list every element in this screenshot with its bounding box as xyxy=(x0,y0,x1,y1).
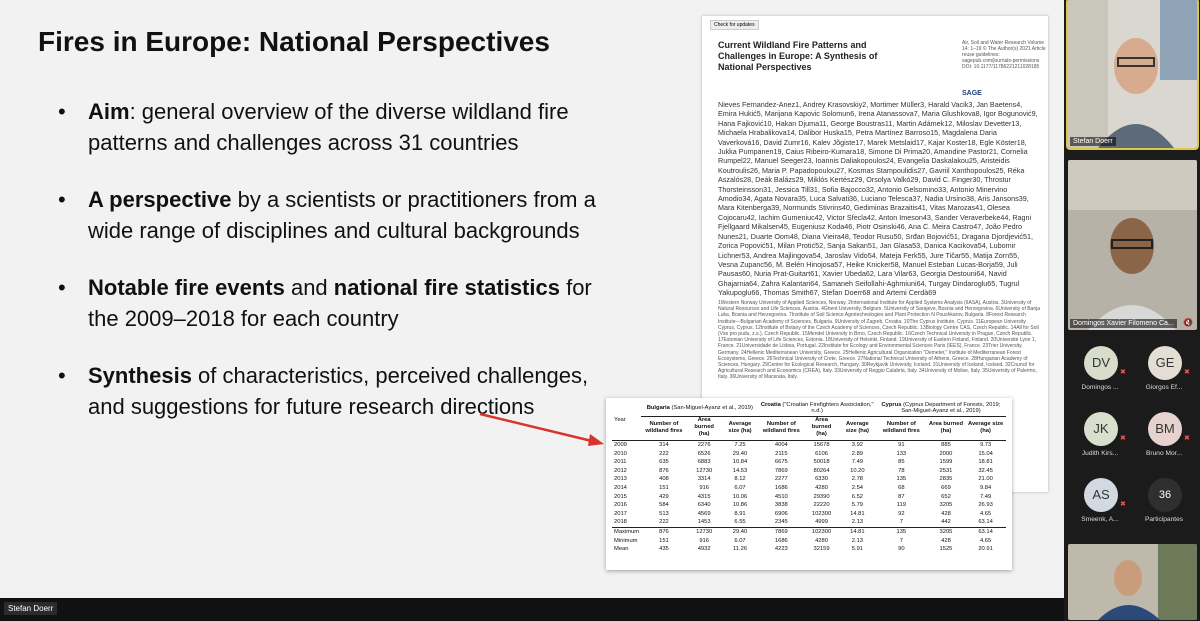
table-cell: 652 xyxy=(941,493,951,500)
table-cell: Minimum xyxy=(614,537,638,544)
table-cell: 68 xyxy=(898,484,905,491)
video-tile-participant[interactable] xyxy=(1068,160,1197,330)
bullet-fire-events-text: for the 2009–2018 for each country xyxy=(88,275,592,331)
table-cell: 135 xyxy=(876,527,927,536)
table-cell: 428 xyxy=(941,537,951,544)
country-bulgaria: Bulgaria (San-Miguel-Ayanz et al., 2019) xyxy=(641,402,758,417)
table-cell: Mean xyxy=(614,546,629,553)
fire-statistics-table-card xyxy=(606,398,1012,570)
participant-name: Domingos ... xyxy=(1081,384,1119,391)
table-cell: 6.52 xyxy=(851,493,864,500)
table-cell: 1599 xyxy=(939,459,953,466)
table-cell: 2000 xyxy=(939,450,953,457)
country-cyprus: Cyprus (Cyprus Department of Forests, 2019; San-Miguel-Ayanz et al., 2019) xyxy=(876,402,1006,417)
table-cell: 78 xyxy=(898,467,905,474)
table-cell: 29.40 xyxy=(732,450,748,457)
table-row xyxy=(612,441,1006,450)
table-row xyxy=(612,475,1006,484)
table-row xyxy=(612,545,1006,554)
table-cell: 32159 xyxy=(813,546,830,553)
table-cell: 15678 xyxy=(813,442,830,448)
table-cell: 876 xyxy=(641,527,687,536)
table-cell: 2531 xyxy=(939,467,953,474)
table-cell: 119 xyxy=(896,502,906,509)
self-view-video-image xyxy=(1068,544,1197,620)
table-subheader-row xyxy=(612,417,1006,441)
table-cell: 151 xyxy=(659,537,669,544)
table-cell: 442 xyxy=(941,519,951,526)
table-cell: 63.14 xyxy=(965,527,1006,536)
table-cell: 429 xyxy=(659,493,669,500)
table-cell: 133 xyxy=(896,450,907,457)
bottom-bar xyxy=(0,598,1064,621)
table-cell: 3205 xyxy=(927,527,965,536)
table-cell: 14.53 xyxy=(732,467,748,474)
column-header: Area burned (ha) xyxy=(927,417,965,441)
table-cell: 2.89 xyxy=(851,450,864,457)
table-cell: 90 xyxy=(898,546,905,553)
bullet-aim-text: : general overview of the diverse wildland fire patterns and challenges across 31 countries xyxy=(88,99,569,155)
table-cell: 12730 xyxy=(687,527,722,536)
paper-affiliations: 1Western Norway University of Applied Sciences, Norway. 2International Institute for Applied Systems Analysis (IIASA), Austria. 3University of Natural Resources and Life Sciences, Austria. 4Ghent University, Belgium. 5University of Sarajevo, Bosnia and Herzegovina. 6University of Banja Luka, Bosnia and Herzegovina. 7Institute of Soil Science Agrotechnologies and Plant Protection N Poushkarov, Bulgaria. 8Forest Research Institute—Bulgarian Academy of Sciences, Bulgaria. 9University of Zagreb, Croatia. 10The Cyprus Institute, Cyprus. 11European University Cyprus, Cyprus. 12Institute of Botany of the Czech Academy of Sciences, Czech Republic. 13Biology Centre CAS, Czech Republic. 14All for Soil (Vse pro pudu, z.s.), Czech Republic. 15Mendel University in Brno, Czech Republic. 16Czech Technical University in Prague, Czech Republic. 17Estonian University of Life Sciences, Estonia. 18University of Helsinki, Finland. 19University of Eastern Finland, Finland. 20Université Lyon 1, France. 21Universidade de Lisboa, Portugal. 22Institute for Ecology and Environmental Sciences Paris (IEES), France. 23Trier University, Germany. 24Hellenic Mediterranean University, Greece. 25Hellenic Agricultural Organization "Demeter," Institute of Mediterranean Forest Ecosystems, Greece. 26Technical University of Crete, Greece. 27National Technical University of Athens, Greece. 28Hungarian Academy of Sciences, Hungary. 29Centre for Ecological Research, Hungary. 30Reykjavik University, Iceland. 31University of Iceland, Iceland. 32Council for Agricultural Research and Economics (CREA), Italy. 33University of Reggio Calabria, Italy. 34University of Molise, Italy. 35University of Palermo, Italy. 36University of Macerata, Italy. xyxy=(718,300,1041,381)
table-cell: 4.65 xyxy=(979,510,992,517)
column-header: Number of wildland fires xyxy=(876,417,927,441)
mic-muted-icon: ✖ xyxy=(1120,369,1126,376)
sage-logo: SAGE xyxy=(962,90,982,97)
table-cell: 63.14 xyxy=(978,519,993,526)
avatar: BM xyxy=(1148,412,1182,446)
avatar: AS xyxy=(1084,478,1118,512)
table-cell: 3314 xyxy=(697,476,711,483)
table-cell: 29390 xyxy=(813,493,830,500)
mic-muted-icon: 🔇 xyxy=(1183,318,1193,327)
table-cell: 26.93 xyxy=(978,502,993,509)
table-cell: 135 xyxy=(896,476,907,483)
table-cell: 7 xyxy=(899,519,903,526)
table-cell: 2.54 xyxy=(851,484,864,491)
table-cell: 29.40 xyxy=(722,527,759,536)
table-cell: 7869 xyxy=(759,527,805,536)
participant-avatar[interactable] xyxy=(1068,406,1132,470)
participants-count-button[interactable] xyxy=(1132,472,1196,536)
bullet-synthesis-text: of characteristics, perceived challenges, and suggestions for future research directions xyxy=(88,363,589,419)
table-cell: 4932 xyxy=(697,546,711,553)
table-row xyxy=(612,493,1006,502)
table-cell: 5.79 xyxy=(851,502,864,509)
table-cell: 2016 xyxy=(614,502,627,509)
participant-name: Giorgos Ef... xyxy=(1145,384,1183,391)
table-cell: 314 xyxy=(659,442,669,448)
table-cell: 2.78 xyxy=(851,476,864,483)
table-cell: 6906 xyxy=(774,510,788,517)
table-cell: 4315 xyxy=(697,493,711,500)
participant-avatar[interactable] xyxy=(1068,472,1132,536)
speaker-video-image xyxy=(1068,0,1197,148)
bullet-aim xyxy=(58,96,598,158)
table-cell: 2014 xyxy=(614,484,627,491)
table-cell: 21.00 xyxy=(978,476,993,483)
column-header: Number of wildland fires xyxy=(759,417,805,441)
bullet-fire-events-bold2: national fire statistics xyxy=(333,275,560,300)
column-header: Area burned (ha) xyxy=(687,417,722,441)
paper-meta: Air, Soil and Water Research Volume 14: 1–19 © The Author(s) 2021 Article reuse guidelines: sagepub.com/journals-permissions DOI: 10.1177/11786221211028185 xyxy=(962,40,1046,70)
table-cell: 2018 xyxy=(614,519,627,526)
table-cell: 50018 xyxy=(813,459,830,466)
table-cell: 11.26 xyxy=(732,546,748,553)
table-cell: 10.06 xyxy=(732,493,748,500)
table-cell: 408 xyxy=(659,476,669,483)
table-cell: 10.86 xyxy=(732,502,748,509)
table-cell: 7869 xyxy=(774,467,788,474)
paper-authors: Nieves Fernandez-Anez1, Andrey Krasovskiy2, Mortimer Müller3, Harald Vacik3, Jan Baetens4, Emira Hukić5, Marijana Kapovic Solomun6, Irena Atanassova7, Maria Glushkova8, Igor Bogunović9, Hana Fajković10, Hakan Djuma11, George Boustras11, Martin Adámek12, Miloslav Devetter13, Michaela Hrabalikova14, Dalibor Huska15, Petra Martínez Barroso15, Magdalena Daria Vaverková16, David Zumr16, Kalev Jõgiste17, Marek Metslaid17, Kajar Koster18, Egle Köster18, Jukka Pumpanen19, Caius Ribeiro-Kumara18, Simone Di Prima20, Amandine Pastor21, Cornelia Rumpel22, Manuel Seeger23, Ioannis Daliakopoulos24, Evangelia Daskalakou25, Aristeidis Koutroulis26, Maria P. Papadopoulou27, Kosmas Stampoulidis27, Gavriil Xanthopoulos25, Réka Aszalós28, Deák Balázs29, Miklós Kertész29, Orsolya Valkó29, David C. Finger30, Throstur Thorsteinsson31, Jessica Till31, Sofia Bajocco32, Antonio Gelsomino33, Antonio Minervino Amodio34, Agata Novara35, Luca Salvati36, Luciano Telesca37, Nadia Ursino38, Aris Jansons39, Mara Kitenberga39, Normunds Stivrins40, Gediminas Brazaitis41, Vitas Marozas41, Olesea Cojocaru42, Iachim Gumeniuc42, Victor Sfecla42, Anton Imeson43, Sander Veraverbeke44, Ragni Fjellgaard Mikalsen45, Eugeniusz Koda46, Piotr Osinski46, Ana C. Meira Castro47, João Pedro Nunes21, Duarte Oom48, Diana Vieira48, Teodor Rusu50, Srđan Bojović51, Dragana Djordjević51, Zorica Popović51, Milan Protić52, Sanja Sakan51, Jan Glasa53, Danica Kacikova54, Lubomir Lichner53, Andrea Majlingova54, Jaroslav Vido54, Mateja Ferk55, Jure Tičar55, Matija Zorn55, Vesna Zupanc56, M. Belén Hinojosa57, Heike Knicker58, Manuel Esteban Lucas-Borja59, Juli Pausas60, Nuria Prat-Guitart61, Xavier Ubeda62, Lara Vilar63, Georgia Destouni64, Navid Ghajarnia64, Zahra Kalantari64, Samaneh Seifollahi-Aghmiuni64, Turgay Dindaroglu65, Tugrul Yakupoglu66, Thomas Smith67, Stefan Doerr68 and Artemi Cerdà69 xyxy=(718,100,1038,298)
table-cell: 2115 xyxy=(775,450,788,457)
mic-muted-icon: ✖ xyxy=(1120,501,1126,508)
column-header: Average size (ha) xyxy=(839,417,876,441)
table-row xyxy=(612,467,1006,476)
mic-muted-icon: ✖ xyxy=(1184,435,1190,442)
table-row xyxy=(612,458,1006,467)
bullet-list xyxy=(58,96,598,448)
table-cell: 7 xyxy=(899,537,903,544)
red-arrow-icon xyxy=(478,410,608,450)
table-cell: 2277 xyxy=(774,476,788,483)
table-cell: 669 xyxy=(941,484,951,491)
table-cell: Maximum xyxy=(614,528,640,535)
bullet-perspective-bold: A perspective xyxy=(88,187,232,212)
table-cell: 6.07 xyxy=(734,537,746,544)
table-cell: 102300 xyxy=(804,527,839,536)
table-row xyxy=(612,510,1006,519)
table-cell: 4004 xyxy=(774,442,788,448)
table-cell: 92 xyxy=(898,510,905,517)
table-cell: 1525 xyxy=(939,546,953,553)
table-cell: 6.55 xyxy=(734,519,746,526)
tile-name: Domingos Xavier Filomeno Ca... xyxy=(1070,319,1177,328)
table-cell: 102300 xyxy=(811,510,832,517)
table-cell: 22220 xyxy=(813,502,830,509)
table-cell: 4280 xyxy=(815,484,828,491)
table-cell: 6675 xyxy=(774,459,788,466)
table-cell: 6340 xyxy=(697,502,711,509)
bullet-fire-events-mid: and xyxy=(284,275,334,300)
table-cell: 916 xyxy=(699,484,709,491)
table-cell: 1686 xyxy=(774,484,788,491)
bullet-perspective-text: by a scientists or practitioners from a wide range of disciplines and cultural backgrounds xyxy=(88,187,596,243)
bullet-fire-events-bold: Notable fire events xyxy=(88,275,285,300)
table-cell: 1686 xyxy=(774,537,788,544)
table-cell: 32.45 xyxy=(978,467,993,474)
column-header: Average size (ha) xyxy=(722,417,759,441)
table-cell: 6883 xyxy=(697,459,711,466)
table-cell: 4999 xyxy=(815,519,828,526)
table-cell: 91 xyxy=(898,442,905,448)
table-cell: 584 xyxy=(659,502,669,509)
participant-avatar[interactable] xyxy=(1068,340,1132,404)
table-cell: 513 xyxy=(659,510,669,517)
participant-avatar[interactable] xyxy=(1132,406,1196,470)
table-row xyxy=(612,537,1006,546)
table-cell: 8.12 xyxy=(734,476,746,483)
paper-title: Current Wildland Fire Patterns and Challenges in Europe: A Synthesis of National Perspectives xyxy=(718,40,878,72)
table-body xyxy=(612,441,1006,554)
table-cell: 14.81 xyxy=(839,527,876,536)
table-cell: 2012 xyxy=(614,467,627,474)
table-cell: 87 xyxy=(898,493,905,500)
bullet-fire-events xyxy=(58,272,598,334)
table-cell: 4.65 xyxy=(979,537,992,544)
table-cell: 3.92 xyxy=(851,442,864,448)
table-cell: 2013 xyxy=(614,476,627,483)
slide-title: Fires in Europe: National Perspectives xyxy=(38,26,550,57)
table-cell: 2017 xyxy=(614,510,627,517)
self-view-tile[interactable] xyxy=(1068,544,1197,620)
fire-statistics-table xyxy=(612,402,1006,554)
table-cell: 4569 xyxy=(697,510,711,517)
table-cell: 2010 xyxy=(614,450,627,457)
participant-avatar[interactable] xyxy=(1132,340,1196,404)
table-row xyxy=(612,518,1006,527)
table-cell: 1453 xyxy=(697,519,711,526)
table-cell: 3205 xyxy=(939,502,953,509)
table-cell: 2015 xyxy=(614,493,627,500)
check-updates-badge: Check for updates xyxy=(710,20,759,30)
table-row xyxy=(612,527,1006,536)
table-cell: 8.91 xyxy=(734,510,746,517)
table-cell: 3838 xyxy=(774,502,788,509)
participant-video-image xyxy=(1068,160,1197,330)
avatar: DV xyxy=(1084,346,1118,380)
table-cell: 6106 xyxy=(815,450,828,457)
participants-panel xyxy=(1064,0,1200,621)
table-cell: 428 xyxy=(941,510,951,517)
table-cell: 10.20 xyxy=(850,467,865,474)
table-cell: 14.81 xyxy=(850,510,865,517)
bullet-aim-bold: Aim xyxy=(88,99,130,124)
table-row xyxy=(612,484,1006,493)
table-row xyxy=(612,450,1006,459)
table-cell: 9.73 xyxy=(979,442,992,448)
column-header: Number of wildland fires xyxy=(641,417,687,441)
table-cell: 6.07 xyxy=(734,484,746,491)
table-cell: 2.13 xyxy=(851,519,864,526)
table-cell: 7.25 xyxy=(734,442,746,448)
participant-name: Bruno Mor... xyxy=(1146,450,1182,457)
avatar: GE xyxy=(1148,346,1182,380)
table-cell: 80264 xyxy=(813,467,830,474)
table-cell: 635 xyxy=(659,459,669,466)
table-cell: 12730 xyxy=(696,467,713,474)
participants-label: Participantes xyxy=(1144,516,1184,523)
table-cell: 15.04 xyxy=(978,450,993,457)
table-cell: 2.13 xyxy=(851,537,864,544)
table-cell: 18.81 xyxy=(978,459,993,466)
table-cell: 151 xyxy=(659,484,669,491)
column-header: Average size (ha) xyxy=(965,417,1006,441)
avatar: JK xyxy=(1084,412,1118,446)
self-name-label: Stefan Doerr xyxy=(4,602,57,615)
table-cell: 6330 xyxy=(815,476,828,483)
table-cell: 4510 xyxy=(774,493,788,500)
table-cell: 4280 xyxy=(815,537,828,544)
table-cell: 2011 xyxy=(614,459,627,466)
table-cell: 9.84 xyxy=(979,484,992,491)
mic-muted-icon: ✖ xyxy=(1120,435,1126,442)
mic-muted-icon: ✖ xyxy=(1184,369,1190,376)
participant-avatar-grid xyxy=(1068,340,1197,536)
year-header: Year xyxy=(612,402,641,441)
table-cell: 222 xyxy=(659,450,669,457)
bullet-synthesis-bold: Synthesis xyxy=(88,363,192,388)
column-header: Area burned (ha) xyxy=(804,417,839,441)
table-cell: 5.91 xyxy=(851,546,864,553)
table-cell: 7.49 xyxy=(979,493,992,500)
table-cell: 2009 xyxy=(614,442,627,448)
bullet-perspective xyxy=(58,184,598,246)
country-croatia: Croatia ("Croatian Firefighters Association," n.d.) xyxy=(759,402,876,417)
table-row xyxy=(612,501,1006,510)
table-cell: 4223 xyxy=(774,546,788,553)
table-cell: 2835 xyxy=(939,476,953,483)
table-cell: 916 xyxy=(699,537,709,544)
table-cell: 10.84 xyxy=(732,459,748,466)
participant-name: Judith Kirs... xyxy=(1081,450,1119,457)
table-cell: 20.91 xyxy=(978,546,993,553)
table-cell: 876 xyxy=(659,467,669,474)
table-cell: 7.49 xyxy=(851,459,864,466)
table-cell: 85 xyxy=(898,459,905,466)
video-tile-speaker[interactable] xyxy=(1068,0,1197,148)
participant-count: 36 xyxy=(1148,478,1182,512)
participant-name: Smeenk, A... xyxy=(1081,516,1119,523)
table-cell: 435 xyxy=(659,546,669,553)
table-cell: 2276 xyxy=(697,442,711,448)
table-cell: 885 xyxy=(941,442,951,448)
table-cell: 222 xyxy=(659,519,669,526)
tile-name: Stefan Doerr xyxy=(1070,137,1116,146)
table-cell: 2345 xyxy=(774,519,788,526)
table-cell: 6526 xyxy=(697,450,711,457)
